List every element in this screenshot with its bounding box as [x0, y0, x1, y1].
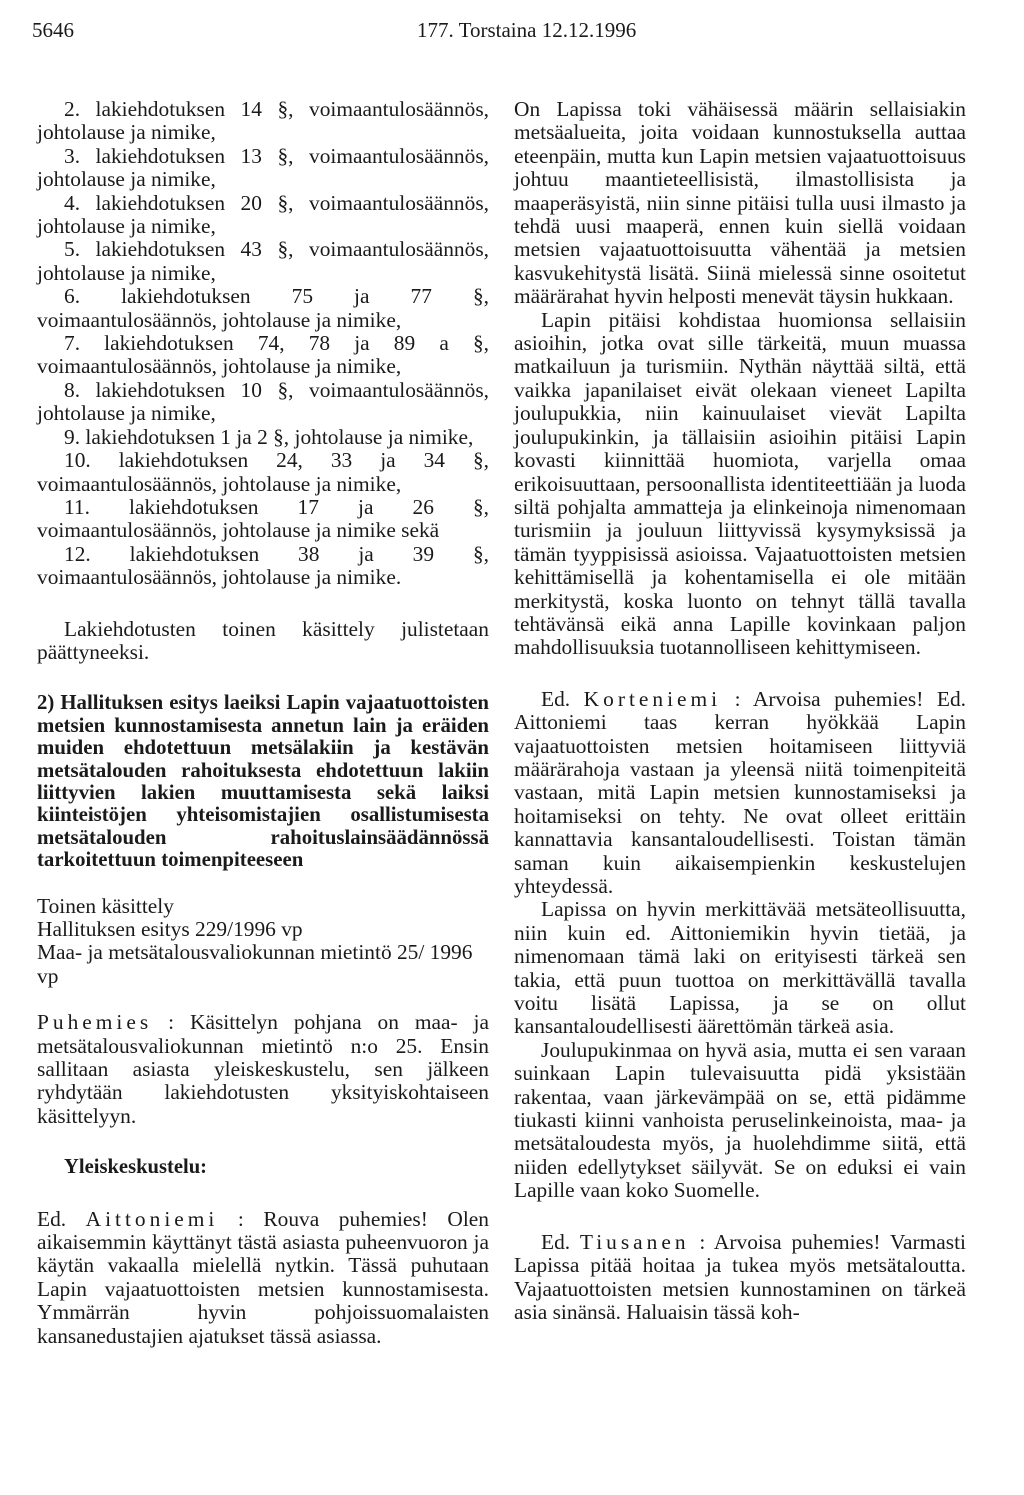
- list-item: 11. lakiehdotuksen 17 ja 26 §, voimaantulosäännös, johtolause ja nimike sekä: [37, 494, 489, 543]
- right-column: [514, 98, 966, 1324]
- speaker-prefix: Ed.: [541, 1229, 571, 1254]
- page-number: 5646: [32, 18, 74, 42]
- list-item: 6. lakiehdotuksen 75 ja 77 §, voimaantulosäännös, johtolause ja nimike,: [37, 284, 489, 332]
- list-item: 5. lakiehdotuksen 43 §, voimaantulosäännös, johtolause ja nimike,: [37, 237, 489, 285]
- list-item: 10. lakiehdotuksen 24, 33 ja 34 §, voimaantulosäännös, johtolause ja nimike,: [37, 448, 489, 496]
- reading-label: Toinen käsittely: [37, 893, 174, 918]
- speech-aittoniemi: Ed. Aittoniemi : Rouva puhemies! Olen aikaisemmin käyttänyt tästä asiasta puheenvuoron ja käytän vakaalla mielellä nytkin. Tässä puhutaan Lapin vajaatuottoisten metsien kunnostamisesta. Ymmärrän hyvin pohjoissuomalaisten kansanedustajien ajatukset tässä asiassa.: [37, 1206, 489, 1348]
- speech-korteniemi: Ed. Korteniemi : Arvoisa puhemies! Ed. Aittoniemi taas kerran hyökkää Lapin vajaatuottoisten metsien hoitamiseen liittyviä määrärahoja vastaan ja yleensä niitä toimenpiteitä vastaan, mitä Lapin metsien kunnostamiseksi ja hoitamiseksi on tehty. Ne ovat olleet erittäin kannattavia kansantaloudellisesti. Toistan tämän saman kuin aikaisempienkin keskustelujen yhteydessä.: [514, 686, 966, 898]
- speech-text: Arvoisa puhemies! Ed. Aittoniemi taas kerran hyökkää Lapin vajaatuottoisten metsien hoitamiseen liittyviä määrärahoja vastaan ja yleensä niitä toimenpiteitä vastaan, mitä Lapin metsien kunnostamiseksi ja hoitamiseksi on tehty. Ne ovat olleet erittäin kannattavia kansantaloudellisesti. Toistan tämän saman kuin aikaisempienkin keskustelujen yhteydessä.: [514, 686, 966, 898]
- speaker-name: Korteniemi: [583, 686, 722, 711]
- speaker-prefix: Ed.: [541, 686, 571, 711]
- speech-text: Arvoisa puhemies! Varmasti Lapissa pitää hoitaa ja tukea myös metsätaloutta. Vajaatuottoisten metsien kunnostaminen on tärkeä asia sinänsä. Haluaisin tässä koh-: [514, 1229, 966, 1324]
- general-discussion-heading: Yleiskeskustelu:: [64, 1156, 208, 1179]
- paragraph: Joulupukinmaa on hyvä asia, mutta ei sen varaan suinkaan Lapin tulevaisuutta pidä yksistään rakentaa, vaan järkevämpää on se, että pidämme tiukasti kiinni vanhoista peruselinkeinoista, maa- ja metsätaloudesta myös, ja huolehdimme siitä, että niiden edellytykset säilyvät. Se on eduksi ei vain Lapille vaan koko Suomelle.: [514, 1037, 966, 1203]
- left-column: [37, 98, 489, 1348]
- paragraph: Lapissa on hyvin merkittävää metsäteollisuutta, niin kuin ed. Aittoniemikin hyvin tietää, ja nimenomaan tämä laki on erityisesti tärkeä sen takia, että puun tuottoa on merkittävällä tavalla voitu lisätä Lapissa, ja se on ollut kansantaloudellisesti äärettömän tärkeä asia.: [514, 897, 966, 1039]
- speaker-name: Aittoniemi: [85, 1206, 219, 1231]
- paragraph: On Lapissa toki vähäisessä määrin sellaisiakin metsäalueita, joita voidaan kunnostuksella auttaa eteenpäin, mutta kun Lapin metsien vajaatuottoisuus johtuu maantieteellisistä, ilmastollisista ja maaperäsyistä, niin sinne pitäisi tulla uusi ilmasto ja tehdä uusi maaperä, ennen kuin siellä voidaan metsien vajaatuottoisuutta vähentää ja metsien kasvukehitystä lisätä. Siinä mielessä sinne osoitetut määrärahat hyvin helposti menevät täysin hukkaan.: [514, 97, 966, 309]
- speaker-name: Puhemies: [37, 1010, 153, 1035]
- page-header: [32, 18, 992, 48]
- list-item: 7. lakiehdotuksen 74, 78 ja 89 a §, voimaantulosäännös, johtolause ja nimike,: [37, 331, 489, 379]
- issue-title: 177. Torstaina 12.12.1996: [417, 18, 637, 42]
- list-item: 8. lakiehdotuksen 10 §, voimaantulosäännös, johtolause ja nimike,: [37, 377, 489, 426]
- list-item: 12. lakiehdotuksen 38 ja 39 §, voimaantulosäännös, johtolause ja nimike.: [37, 541, 489, 590]
- paragraph: Lapin pitäisi kohdistaa huomionsa sellaisiin asioihin, jotka ovat sille tärkeitä, muun muassa matkailuun ja turismiin. Nythän näyttää siltä, että vaikka japanilaiset eivät olekaan vieneet Lapilta joulupukkia, niin kainuulaiset vievät Lapilta joulupukinkin, ja tällaisiin asioihin pitäisi Lapin kovasti kiinnittää huomiota, varjella omaa erikoisuuttaan, persoonallista identiteettiään ja luoda siltä pohjalta ammatteja ja elinkeinoja nimenomaan turismiin ja jouluun liittyvissä kysymyksissä ja tämän tyyppisissä asioissa. Vajaatuottoisten metsien kehittämisellä ja kohentamisella ei ole mitään merkitystä, koska luonto on tehnyt tällä tavalla tehtävänsä eikä anna Lapille kovinkaan paljon mahdollisuuksia tuotannolliseen kehittymiseen.: [514, 307, 966, 660]
- list-item: 2. lakiehdotuksen 14 §, voimaantulosäännös, johtolause ja nimike,: [37, 97, 489, 145]
- proposal-reference: Hallituksen esitys 229/1996 vp: [37, 917, 303, 941]
- list-item: 9. lakiehdotuksen 1 ja 2 §, johtolause ja nimike,: [64, 424, 474, 449]
- chair-statement: Puhemies : Käsittelyn pohjana on maa- ja metsätalousvaliokunnan mietintö n:o 25. Ensin sallitaan asiasta yleiskeskustelu, sen jälkeen ryhdytään lakiehdotusten yksityiskohtaiseen käsittelyyn.: [37, 1010, 489, 1128]
- list-item: 3. lakiehdotuksen 13 §, voimaantulosäännös, johtolause ja nimike,: [37, 143, 489, 192]
- speech-tiusanen: Ed. Tiusanen : Arvoisa puhemies! Varmasti Lapissa pitää hoitaa ja tukea myös metsätaloutta. Vajaatuottoisten metsien kunnostaminen on tärkeä asia sinänsä. Haluaisin tässä koh-: [514, 1229, 966, 1324]
- speaker-prefix: Ed.: [37, 1206, 67, 1231]
- committee-reference: Maa- ja metsätalousvaliokunnan mietintö 25/ 1996 vp: [37, 940, 473, 988]
- speech-text: Rouva puhemies! Olen aikaisemmin käyttänyt tästä asiasta puheenvuoron ja käytän vakaalla mielellä nytkin. Tässä puhutaan Lapin vajaatuottoisten metsien kunnostamisesta. Ymmärrän hyvin pohjoissuomalaisten kansanedustajien ajatukset tässä asiassa.: [37, 1206, 489, 1348]
- agenda-item-heading: 2) Hallituksen esitys laeiksi Lapin vajaatuottoisten metsien kunnostamisesta annetun lain ja eräiden muiden ehdotettuun metsälakiin ja kestävän metsätalouden rahoituksesta ehdotettuun lakiin liittyvien lakien muuttamisesta sekä laiksi kiinteistöjen yhteisomistajien osallistumisesta metsätalouden rahoituslainsäädännössä tarkoitettuun toimenpiteeseen: [37, 691, 489, 872]
- speaker-name: Tiusanen: [579, 1229, 690, 1254]
- closing-note: Lakiehdotusten toinen käsittely julistetaan päättyneeksi.: [37, 616, 489, 664]
- statement-text: Käsittelyn pohjana on maa- ja metsätalousvaliokunnan mietintö n:o 25. Ensin sallitaan asiasta yleiskeskustelu, sen jälkeen ryhdytään lakiehdotusten yksityiskohtaiseen käsittelyyn.: [37, 1010, 489, 1128]
- list-item: 4. lakiehdotuksen 20 §, voimaantulosäännös, johtolause ja nimike,: [37, 190, 489, 239]
